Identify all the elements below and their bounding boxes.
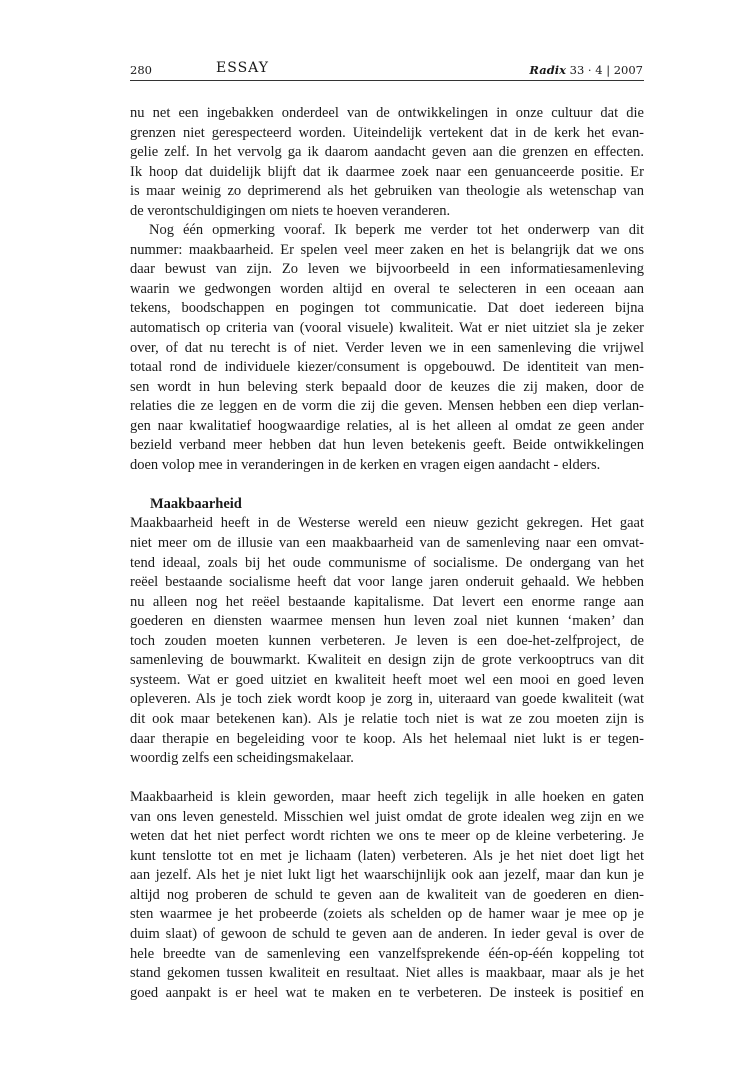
- text-line: waarin we gedwongen worden altijd en overal te selecteren in een oceaan aan: [130, 280, 644, 297]
- text-line: goederen en diensten waarmee mensen hun leven zoal niet kunnen ‘maken’ dan: [130, 613, 644, 630]
- paragraph-spacer: [130, 769, 644, 789]
- text-line: daar bewust van zijn. Zo leven we bijvoorbeeld in een informatiesamenleving: [130, 261, 644, 278]
- text-line: woordig zelfs een scheidingsmakelaar.: [130, 750, 354, 767]
- paragraph-1: [130, 104, 644, 221]
- text-line: gelie zelf. In het vervolg ga ik daarom aandacht geven aan die grenzen en effecten.: [130, 144, 644, 161]
- text-line: totaal rond de individuele kiezer/consument is opgebouwd. De identiteit van men-: [130, 359, 644, 376]
- text-line: daar therapie en begeleiding voor te koop. Als het helemaal niet lukt is er tegen-: [130, 730, 644, 747]
- running-header: [130, 60, 643, 80]
- paragraph-4: [130, 788, 644, 1003]
- text-line: opleveren. Als je toch ziek wordt koop je zorg in, uiteraard van goede kwaliteit (wat: [130, 691, 644, 708]
- text-line: reëel bestaande socialisme heeft dat voor lange jaren onderuit gehaald. We hebben: [130, 574, 644, 591]
- text-line: systeem. Wat er goed uitziet en kwaliteit heeft moet wel een mooi en goed leven: [130, 671, 644, 688]
- text-line: niet meer om de illusie van een maakbaarheid van de samenleving naar een omvat-: [130, 535, 644, 552]
- text-line: over, of dat nu terecht is of niet. Verder leven we in een samenleving die vrijwel: [130, 339, 644, 356]
- text-line: nu alleen nog het reëel bestaande kapitalisme. Dat levert een enorme range aan: [130, 593, 644, 610]
- text-line: relaties die ze leggen en de vorm die zij die geven. Mensen hebben een diep verlan-: [130, 398, 644, 415]
- text-line: is maar weinig zo deprimerend als het gebruiken van theologie als wetenschap van: [130, 183, 644, 200]
- text-line: tekens, boodschappen en pogingen tot communicatie. Dat doet iedereen bijna: [130, 300, 644, 317]
- text-line: Maakbaarheid is klein geworden, maar heeft zich tegelijk in alle hoeken en gaten: [130, 789, 644, 806]
- text-line: weten dat het niet perfect wordt richten we ons te meer op de kleine verbetering. Je: [130, 828, 644, 845]
- text-line: Nog één opmerking vooraf. Ik beperk me verder tot het onderwerp van dit: [149, 222, 644, 239]
- section-heading: Maakbaarheid: [150, 495, 242, 512]
- text-line: altijd nog proberen de schuld te geven aan de kwaliteit van de goederen en dien-: [130, 886, 644, 903]
- journal-name: Radix: [529, 63, 566, 77]
- text-line: tend ideaal, zoals bij het oude communisme of socialisme. De ondergang van het: [130, 554, 644, 571]
- text-line: toch zouden moeten kunnen verbeteren. Je leven is een doe-het-zelfproject, de: [130, 632, 644, 649]
- text-line: doen volop mee in veranderingen in de kerken en vragen eigen aandacht - elders.: [130, 456, 601, 473]
- article-body: [130, 104, 644, 1003]
- section-title: ESSAY: [216, 60, 269, 76]
- paragraph-2: [130, 221, 644, 475]
- text-line: Ik hoop dat duidelijk blijft dat ik daarmee zoek naar een genuanceerde positie. Er: [130, 163, 644, 180]
- text-line: grenzen niet gerespecteerd worden. Uiteindelijk vertekent dat in de kerk het evan-: [130, 124, 644, 141]
- text-line: bezield verband meer hebben dat hun leven betekenis geeft. Beide ontwikkelingen: [130, 437, 644, 454]
- text-line: stand gekomen tussen kwaliteit en resultaat. Niet alles is maakbaar, maar als je het: [130, 965, 644, 982]
- text-line: nummer: maakbaarheid. Er spelen veel meer zaken en het is belangrijk dat we ons: [130, 241, 644, 258]
- text-line: dit ook maar betekenen kan). Als je relatie toch niet is wat ze zou moeten zijn is: [130, 710, 644, 727]
- text-line: de verontschuldigingen om niets te hoeven veranderen.: [130, 202, 451, 219]
- text-line: gen naar kwalitatief hoogwaardige relaties, al is het alleen al omdat ze geen ander: [130, 417, 644, 434]
- text-line: van ons leven genesteld. Misschien wel juist omdat de grote idealen weg zijn en we: [130, 808, 644, 825]
- journal-citation: [529, 63, 643, 77]
- page-number: 280: [130, 63, 152, 77]
- text-line: kunt tenslotte tot en met je lichaam (laten) verbeteren. Als je het niet doet ligt het: [130, 847, 644, 864]
- text-line: nu net een ingebakken onderdeel van de ontwikkelingen in onze cultuur dat die: [130, 105, 644, 121]
- text-line: sen wordt in hun beleving sterk bepaald door de keuzes die zij maken, door de: [130, 378, 644, 395]
- paragraph-3: [130, 514, 644, 768]
- text-line: automatisch op criteria van (vooral visuele) kwaliteit. Wat er niet uitziet sla je zeker: [130, 320, 644, 337]
- text-line: aan jezelf. Als het je niet lukt ligt het waarschijnlijk ook aan jezelf, maar dan kun je: [130, 867, 644, 884]
- text-line: goed aanpakt is er heel wat te maken en te verbeteren. De insteek is positief en: [130, 984, 644, 1001]
- text-line: sten waarmee je het probeerde (zoiets als schelden op de hamer waar je mee op je: [130, 906, 644, 923]
- journal-issue: 33 · 4 | 2007: [569, 63, 643, 77]
- paragraph-spacer: [130, 475, 644, 495]
- text-line: Maakbaarheid heeft in de Westerse wereld een nieuw gezicht gekregen. Het gaat: [130, 515, 644, 532]
- text-line: duim slaat) of gewoon de schuld te geven aan de anderen. In ieder geval is over de: [130, 925, 644, 942]
- text-line: hele breedte van de samenleving een vanzelfsprekende één-op-één koppeling tot: [130, 945, 644, 962]
- text-line: samenleving de bouwmarkt. Kwaliteit en design zijn de grote verkooptrucs van dit: [130, 652, 644, 669]
- header-rule: [130, 80, 644, 81]
